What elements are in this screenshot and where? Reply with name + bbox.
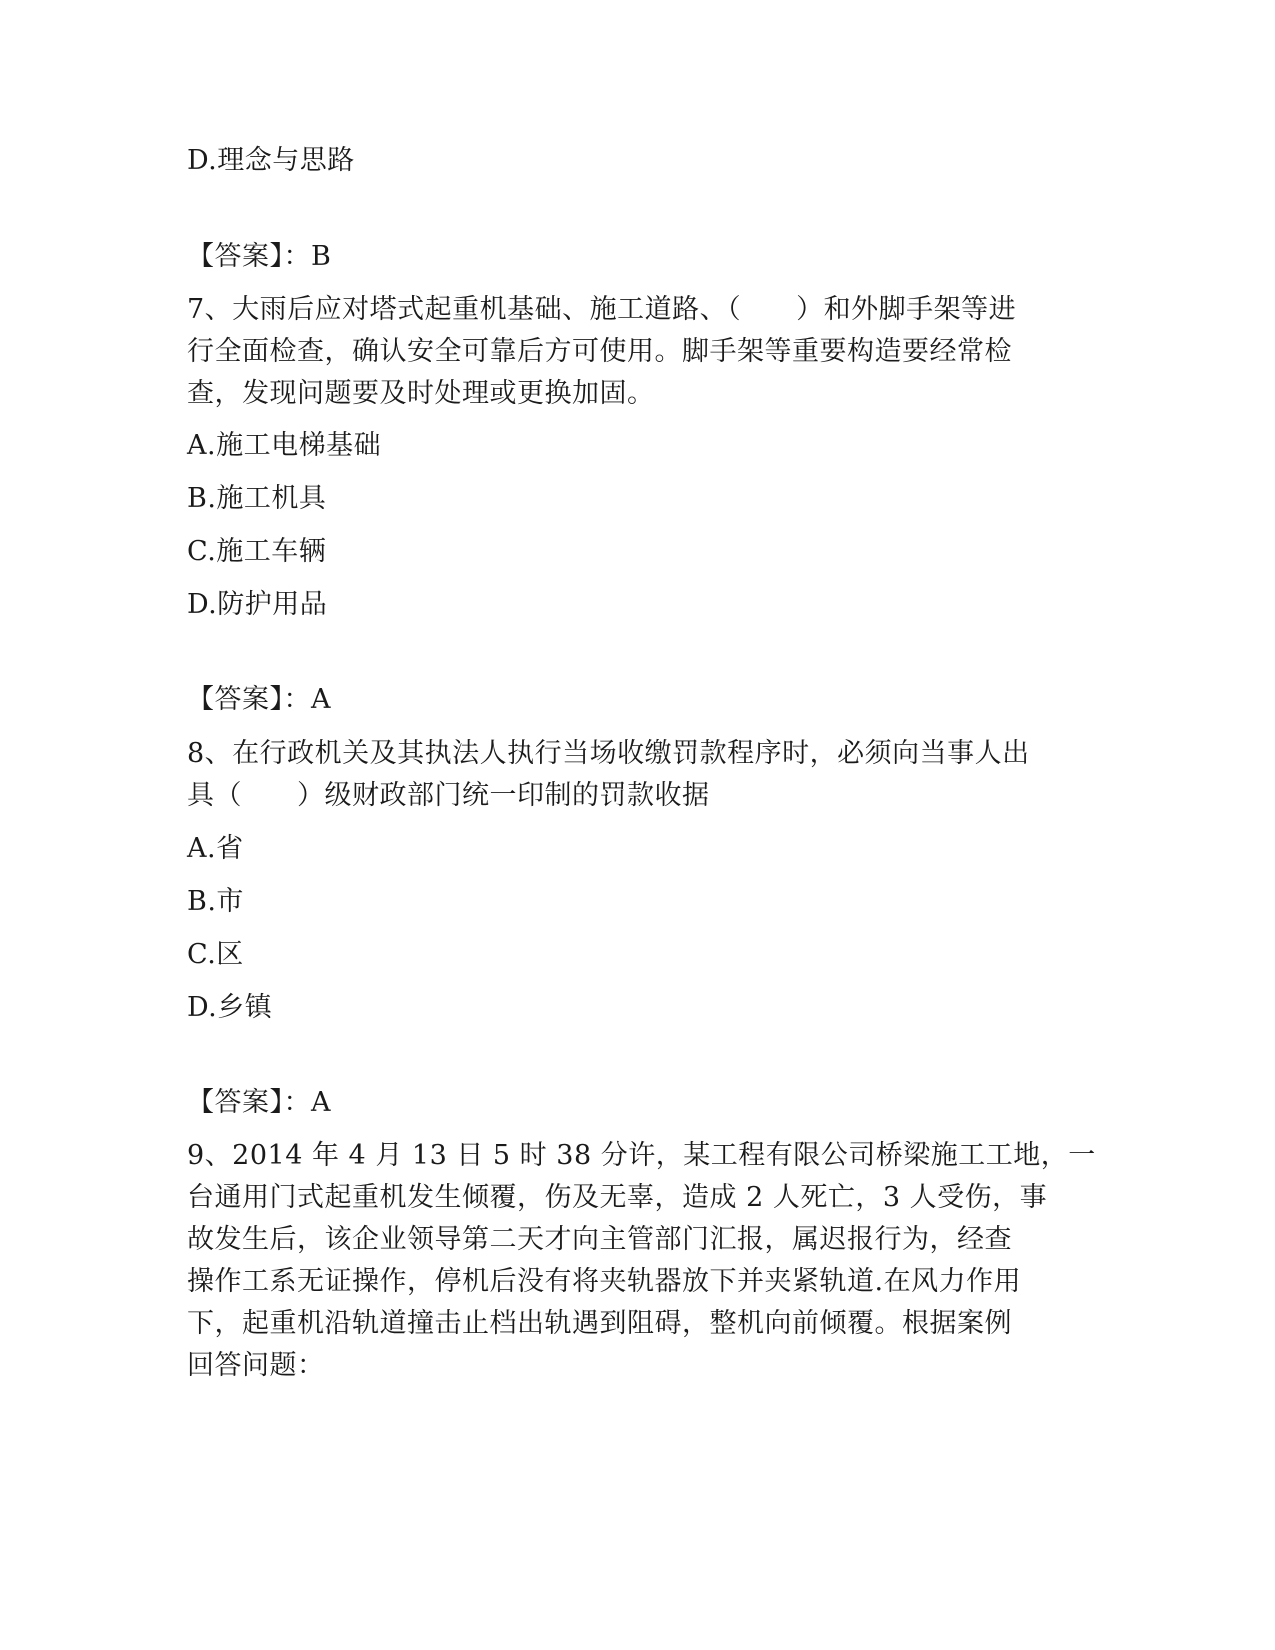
q9-text-line-3: 故发生后，该企业领导第二天才向主管部门汇报，属迟报行为，经查 [187,1224,1012,1255]
q7-text-line-3: 查，发现问题要及时处理或更换加固。 [187,378,655,409]
q7-text-line-1: 7、大雨后应对塔式起重机基础、施工道路、（ ）和外脚手架等进 [187,294,1017,325]
q7-option-a: A.施工电梯基础 [187,430,382,461]
q6-answer: 【答案】：B [187,241,332,272]
q8-text-line-1: 8、在行政机关及其执法人执行当场收缴罚款程序时，必须向当事人出 [187,738,1030,769]
q8-option-c: C.区 [187,939,244,970]
q7-answer: 【答案】：A [187,684,331,715]
q8-option-b: B.市 [187,886,244,917]
q7-text-line-2: 行全面检查，确认安全可靠后方可使用。脚手架等重要构造要经常检 [187,336,1012,367]
q9-text-line-5: 下，起重机沿轨道撞击止档出轨遇到阻碍，整机向前倾覆。根据案例 [187,1308,1012,1339]
q8-text-line-2: 具（ ）级财政部门统一印制的罚款收据 [187,780,710,811]
q9-text-line-1: 9、2014 年 4 月 13 日 5 时 38 分许，某工程有限公司桥梁施工工地，一 [187,1140,1096,1171]
q6-option-d: D.理念与思路 [187,145,355,176]
q9-text-line-4: 操作工系无证操作，停机后没有将夹轨器放下并夹紧轨道.在风力作用 [187,1266,1022,1297]
q7-option-b: B.施工机具 [187,483,327,514]
q9-text-line-6: 回答问题： [187,1350,325,1381]
q8-option-d: D.乡镇 [187,992,273,1023]
q7-option-d: D.防护用品 [187,589,328,620]
q8-answer: 【答案】：A [187,1087,331,1118]
q7-option-c: C.施工车辆 [187,536,327,567]
q9-text-line-2: 台通用门式起重机发生倾覆，伤及无辜，造成 2 人死亡，3 人受伤，事 [187,1182,1048,1213]
q8-option-a: A.省 [187,833,244,864]
